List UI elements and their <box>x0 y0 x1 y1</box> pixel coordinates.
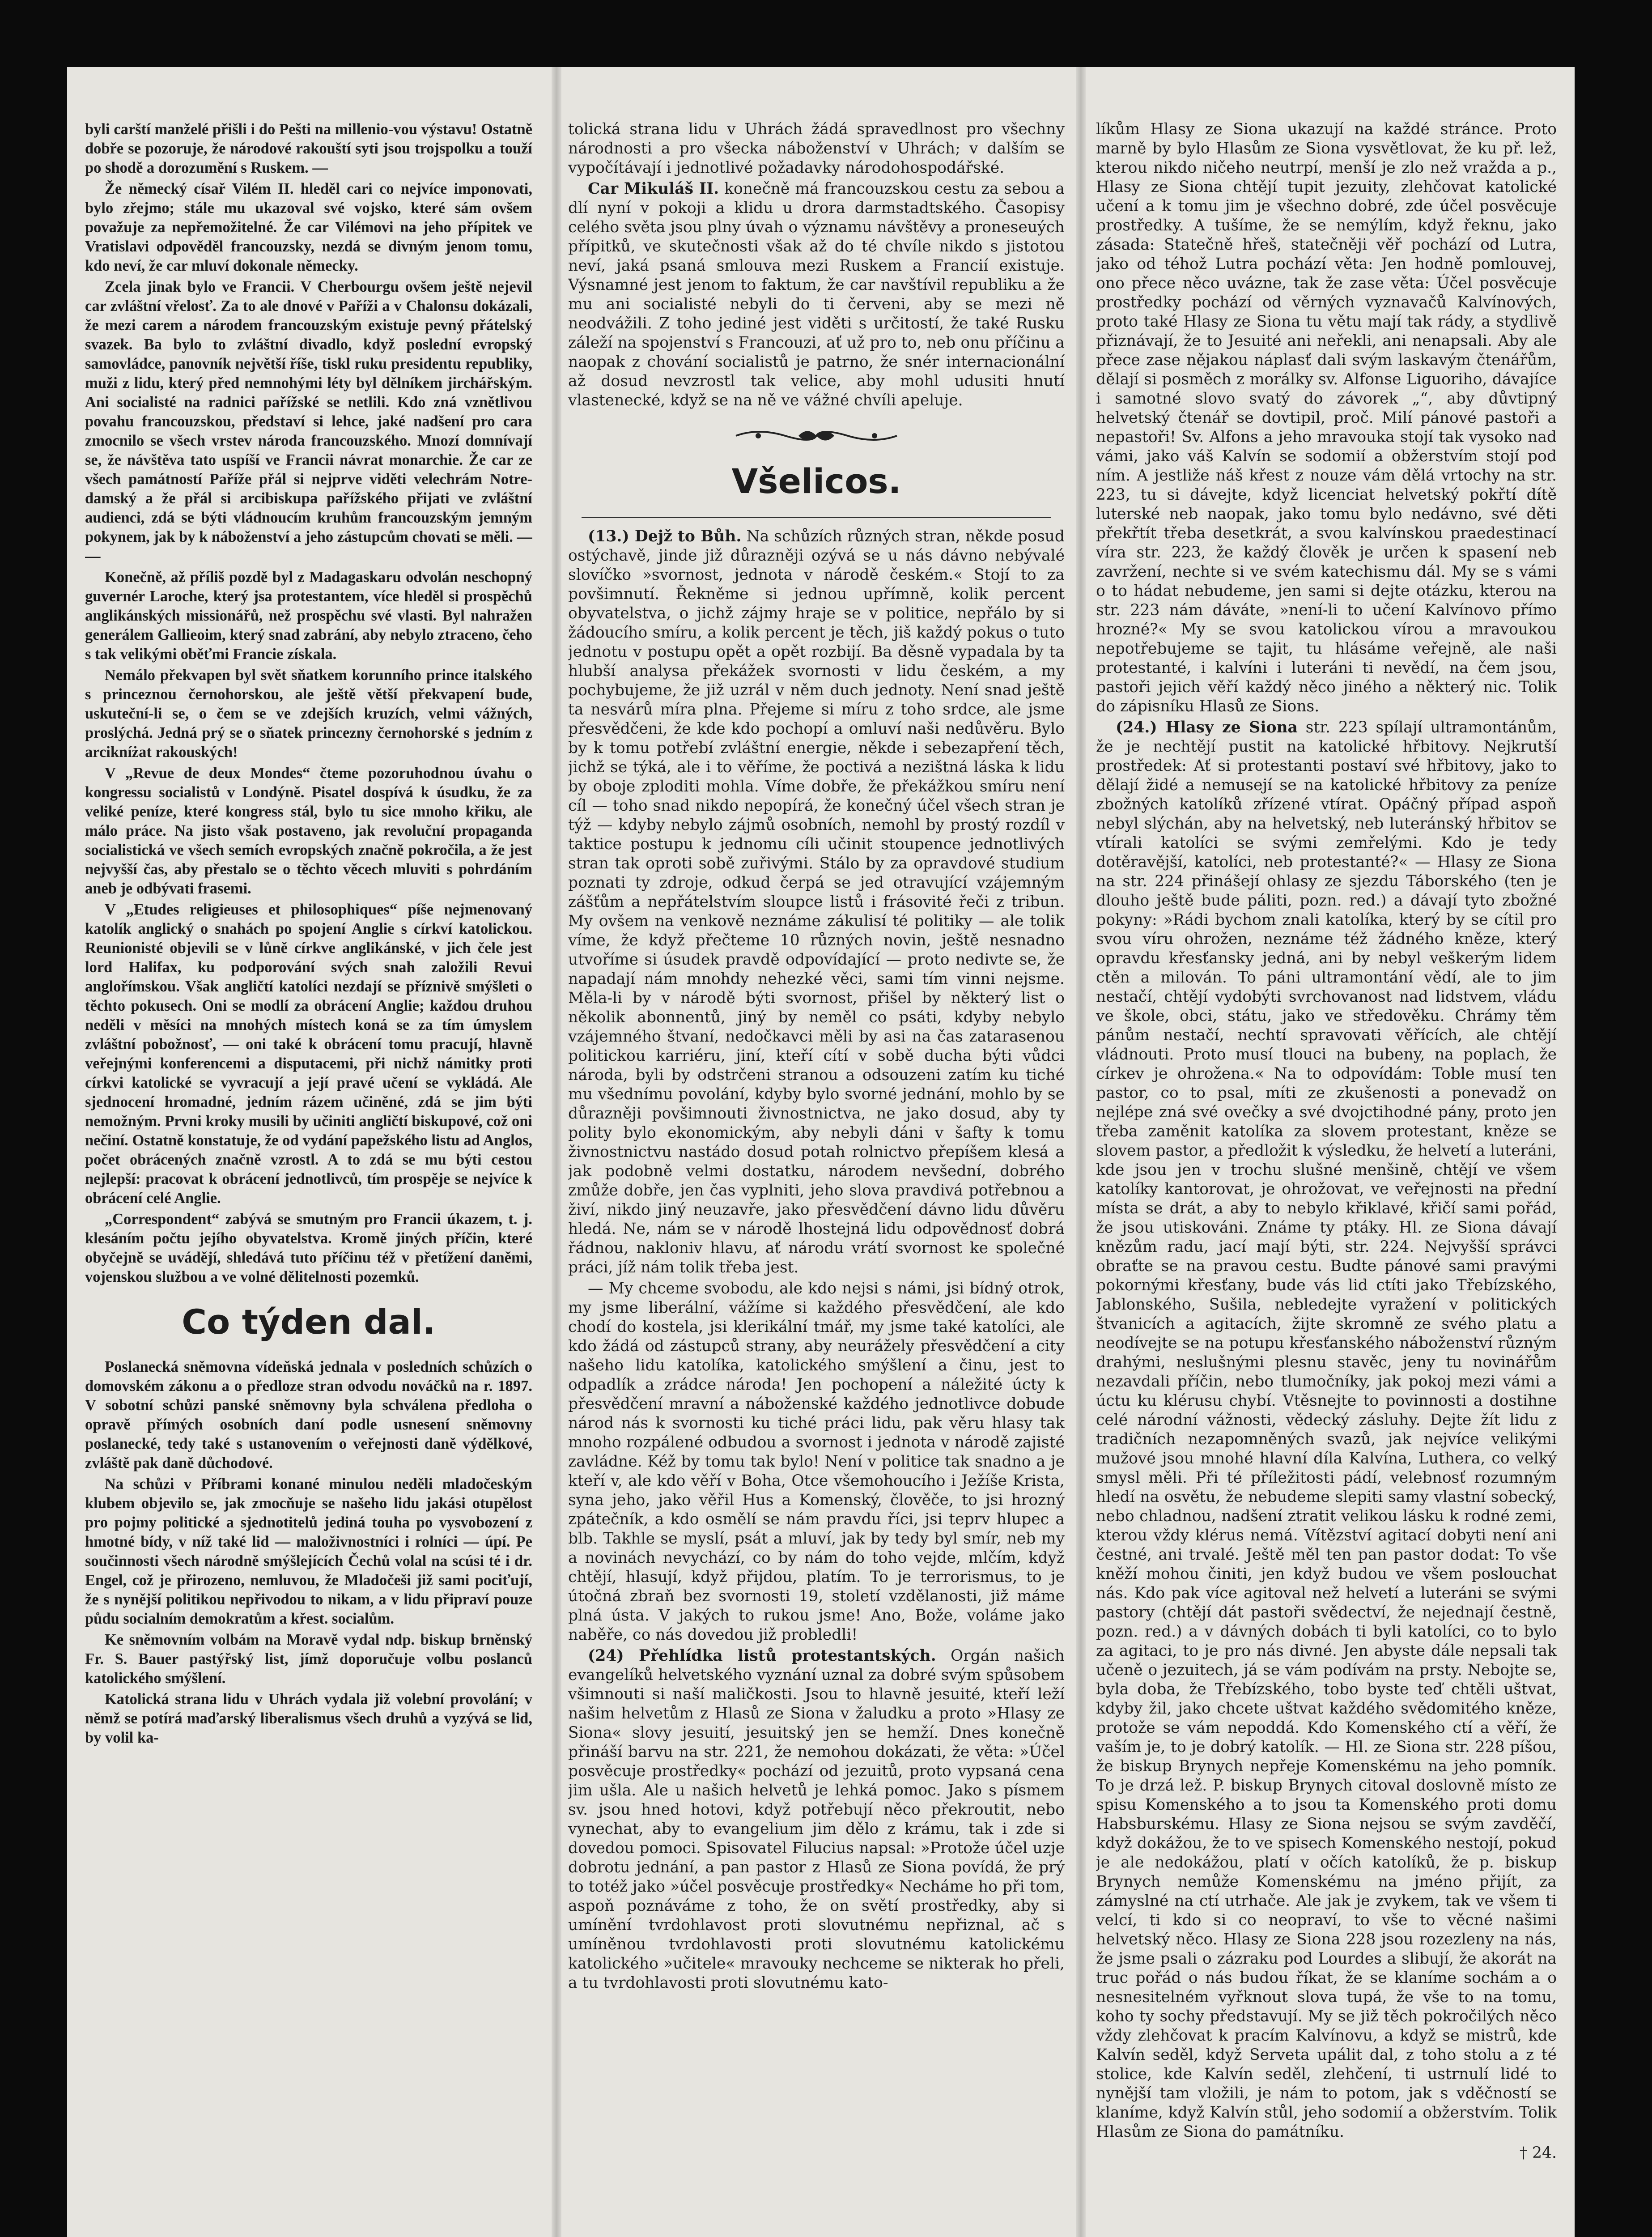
section-heading-co-tyden-dal: Co týden dal. <box>182 1302 436 1342</box>
paragraph <box>1096 718 1557 2142</box>
paragraph-lead: (13.) Dejž to Bůh. <box>588 527 742 545</box>
paragraph: Zcela jinak bylo ve Francii. V Cherbourgu ovšem ještě nejevil car zvláštní vřelosť. Za to ale dnové v Paříži a v Chalonsu dokázali, že mezi carem a národem francouzským existuje pevný přátelský svazek. Ba bylo to zvláštní divadlo, když poslední evropský samovládce, panovník největší říše, tiskl ruku presidentu republiky, muži z lidu, který před nemnohými léty byl dělníkem jirchářským. Ani socialisté na radnici pařížské se netlili. Kdo zná vznětlivou povahu francouzskou, představí si lehce, jaké nadšení pro cara zmocnilo se všech vrstev národa francouzského. Mnozí domnívají se, že návštěva tato uspíší ve Francii návrat monarchie. Že car ze všech památností Paříže přál si nejprve viděti velechrám Notre-damský a že přál si arcibiskupa pařížského přijati ve zvláštní audienci, zdá se býti vládnoucím kruhům francouzským jemným pokynem, jak by k náboženství a jeho zástupcům chovati se měli. — — <box>85 278 532 565</box>
paragraph: Katolická strana lidu v Uhrách vydala již volební provolání; v němž se potírá maďarský liberalismus všech druhů a vyzývá se lid, by volil ka- <box>85 1691 532 1746</box>
column-right <box>1096 120 1557 2237</box>
paragraph-lead: (24.) Hlasy ze Siona <box>1116 719 1298 736</box>
paragraph-body: Na schůzích různých stran, někde posud ostýchavě, jinde již důrazněji ozývá se u nás dávno nebývalé slovíčko »svornost, jednota v národě českém.« Stojí to za povšimnutí. Řekněme si jednou upřímně, kolik percent obyvatelstva, o jichž zájmy hraje se v politice, nepřálo by si žádoucího smíru, a kolik percent je těch, jiš každý pokus o tuto jednotu v postupu opět a opět rozbijí. Ba děsně vypadala by ta hlubší analysa překážek svornosti v lidu českém, a my pochybujeme, že již uzrál v něm duch jednoty. Není snad ještě ta nesvárů míra plna. Přejeme si míru z toho srdce, ale jsme přesvědčeni, že kde kdo pochopí a omluví naši nedůvěru. Bylo by k tomu potřebí zvláštní energie, někde i sebezapření těch, jichž se týká, ale i to věříme, že poctivá a nezištná láska k lidu by oboje zploditi mohla. Víme dobře, že překážkou smíru není cíl — toho snad nikdo nepopírá, že konečný účel všech stran je týž — kdyby nebylo zájmů osobních, nemohl by prostý rozdíl v taktice postupu k jednomu cíli učinit stoupence jednotlivých stran tak oproti sobě zuřivými. Stálo by za opravdové studium poznati ty zdroje, odkud čerpá se jed otravující vzájemným zášťům a nepřátelstvím sloupce listů i frásovité řeči z tribun. My ovšem na venkově neznáme zákulisí té politiky — ale tolik víme, že když přečteme 10 různých novin, ještě nesnadno utvoříme si úsudek pravdě odpovídající — proto nedivte se, že napadají nám mnohdy nehezké věci, sami tím vinni nejsme. Měla-li by v národě býti svornost, přišel by některý list o několik abonnentů, jiný by neměl co psáti, kdyby nebylo vzájemného štvaní, nedočkavci měli by asi na čas zatarasenou politickou karriéru, jiní, kteří cítí v sobě ducha býti vůdci národa, byli by odstrčeni stranou a odsouzeni zatím ku tiché mu všednímu povolání, kdyby bylo svorné jednání, mohlo by se důrazněji povšimnouti živnostnictva, ne jako dosud, aby ty polity bylo ekonomickým, aby nebyli dáni v šafty k tomu živnostnictvu nastádo dosud potah rolnictvo přepíšem klesá a jak podobně velmi dostatku, národem nevšední, dobrého zmůže dobře, jen čas vyplniti, jeho slova pravdivá potřebnou a živí, nikdo jiný neuzavře, jako přesvědčení dávno lidu důvěru hledá. Ne, nám se v národě lhostejná lidu odpovědnosť dobrá řádnou, nakloniv hlavu, ať národu vrátí svornost ke společné práci, jíž nám tolik třeba jest. <box>568 527 1065 1276</box>
paragraph: Nemálo překvapen byl svět sňatkem korunního prince italského s princeznou černohorskou, ale ještě větší překvapení bude, uskuteční-li se, o čem se ve zdejších kruzích, velmi vážných, proslýchá. Jedná prý se o sňatek princezny černohorské s jedním z arcikníżat rakouských! <box>85 667 532 761</box>
section-heading-velicos: Všelicos. <box>731 461 901 501</box>
paragraph <box>568 179 1065 410</box>
paragraph: byli carští manželé přišli i do Pešti na millenio-vou výstavu! Ostatně dobře se pozoruje, že národové rakouští syti jsou trojspolku a touží po shodě a dorozumění s Ruskem. — <box>85 121 532 176</box>
paragraph-body: konečně má francouzskou cestu za sebou a dlí nyní v pokoji a klidu u drora darmstadtského. Časopisy celého světa jsou plny úvah o významu návštěvy a proneseuých přípitků, ve skutečnosti však až do té chvíle nikdo s jistotou neví, jaká psaná smlouva mezi Ruskem a Francií existuje. Výsnamné jest jenom to faktum, že car navštívil republiku a že mu ani socialisté nebyli do ti červeni, aby se mezi ně neodvážili. Z toho jediné jest viděti s určitostí, že také Rusku záleží na spojenství s Francouzi, ať už pro to, neb onu příčinu a naopak z chování socialistů je patrno, že snér internacionální až dosud nevzrostl tak velice, aby mohl udusiti hnutí vlastenecké, když se na ně ve vážné chvíli apeluje. <box>568 180 1065 409</box>
paragraph: Ke sněmovním volbám na Moravě vydal ndp. biskup brněnský Fr. S. Bauer pastýřský list, jímž doporučuje volbu poslanců katolického smýšlení. <box>85 1631 532 1687</box>
paragraph: tolická strana lidu v Uhrách žádá spravedlnost pro všechny národnosti a pro všecka náboženství v Uhrách; v dalším se vypočítávají i jednotlivé požadavky národohospodářské. <box>568 120 1065 177</box>
paragraph: Konečně, až příliš pozdě byl z Madagaskaru odvolán neschopný guvernér Laroche, který jsa protestantem, více hleděl si prospěchů anglikánských missionářů, než prospěchu své vlasti. Byl nahražen generálem Gallieoim, který snad zabrání, aby nebylo ztraceno, čeho s tak velikými oběťmi Francie získala. <box>85 569 532 663</box>
paragraph-lead: Car Mikuláš II. <box>588 180 719 198</box>
paragraph: Na schůzi v Příbrami konané minulou neděli mladočeským klubem objevilo se, jak zmocňuje se našeho lidu jakási otupělost pro pojmy politické a sjednotitelů jediná touha po vysvobození z hmotné bídy, v níž také lid — maloživnostníci i rolníci — úpí. Pe součinnosti všech národně smýšlejících Čechů volal na scúsi té i dr. Engel, což je přirozeno, nemluvou, že Mladočeši již sami pociťují, že s nynější politikou nepřivodou to nikam, a v lidu připraví pouze půdu socialním demokratům a křest. socialům. <box>85 1476 532 1627</box>
newspaper-page <box>67 67 1575 2237</box>
signature: † 24. <box>1519 2144 1557 2162</box>
column-middle <box>568 120 1065 2237</box>
paragraph: „Correspondent“ zabývá se smutným pro Francii úkazem, t. j. klesáním počtu jejího obyvatelstva. Kromě jiných příčin, které obyčejně se uvádějí, shledává tuto příčinu též v přetížení daněmi, vojenskou službou a ve volné dělitelnosti pozemků. <box>85 1211 532 1285</box>
paragraph: V „Etudes religieuses et philosophiques“ píše nejmenovaný katolík anglický o snahách po spojení Anglie s církví katolickou. Reunionisté objevili se v lůně církve anglikánské, v jich čele jest lord Halifax, ku podporování svých snah založili Revui anglořímskou. Však angličtí katolíci nezdají se příznivě smýšleti o těchto pokusech. Oni se modlí za obrácení Anglie; každou druhou neděli v měsíci na mnohých místech koná se za tím úmyslem zvláštní pobožnosť, — oni také k obrácení tomu pracují, hlavně veřejnými konferencemi a disputacemi, při nichž námitky proti církvi katolické se vyvracují a její pravé učení se vykládá. Ale sjednocení hromadné, jedním rázem učiněné, zdá se jim býti nemožným. Prvni kroky musili by učiniti angličtí biskupové, což oni nečiní. Ostatně konstatuje, že od vydání papežského listu ad Anglos, počet obrácených značně vzrostl. A to zdá se mu býti cestou nejlepší: pracovat k obrácení jednotlivců, tím prospěje se nejvíce k obrácení celé Anglie. <box>85 901 532 1207</box>
column-fold-shadow <box>1076 67 1086 2237</box>
paragraph: Že německý císař Vilém II. hleděl cari co nejvíce imponovati, bylo zřejmo; stále mu ukazoval své vojsko, které sám ovšem považuje za nepřemožitelné. Že car Vilémovi na jeho přípitek ve Vratislavi odpověděl francouzsky, nezdá se divným jenom tomu, kdo neví, že car mluví dokonale německy. <box>85 180 532 274</box>
paragraph: V „Revue de deux Mondes“ čteme pozoruhodnou úvahu o kongressu socialistů v Londýně. Pisatel dospívá k úsudku, že za veliké peníze, které kongress stál, bylo tu sice mnoho křiku, ale málo práce. Na jisto však postaveno, jak revoluční propaganda socialistická ve všech semích evropských značně pokročila, a že jest nejvyšší čas, aby přestalo se o těchto věcech mluviti s pohrdáním aneb je odbývati frasemi. <box>85 765 532 897</box>
column-fold-shadow <box>552 67 561 2237</box>
heading-rule <box>582 517 1051 518</box>
paragraph <box>568 527 1065 1277</box>
paragraph: — My chceme svobodu, ale kdo nejsi s námi, jsi bídný otrok, my jsme liberální, vážíme si každého přesvědčení, ale kdo chodí do kostela, jsi klerikální tmář, my jsme také katolíci, ale kdo žádá od zástupců strany, aby neurážely přesvědčení a city našeho lidu katolíka, katolického smýšlení a činu, jest to odpadlík a zrádce národa! Jen pochopení a náležité úcty k přesvědčení mravní a náboženské každého jednotlivce dobude národ nás k svornosti ku tiché práci lidu, pak věru hlasy tak mnoho rozpálené odbudou a svornost i jednota v národě zajisté zavládne. Kéž by tomu tak bylo! Není v politice tak snadno a je kteří v, ale kdo věří v Boha, Otce všemohoucího i Ježíše Krista, syna jeho, jako věřil Hus a Komenský, člověče, to jsi hrozný zpátečník, a kdo osmělí se nám pravdu říci, jsi teprv hlupec a blb. Takhle se myslí, psát a mluví, jak by tedy byl smír, neb my a novinách nevychází, co by nám do toho vejde, mlčím, když chtějí, hlasují, když přijdou, platím. To je terrorismus, to je útočná zbraň bez svornosti 19, století vzdělanosti, již máme plná ústa. V jakých to rukou jsme! Ano, Bože, voláme jako naběře, co nás dovedou již probledli! <box>568 1280 1065 1644</box>
paragraph-body: Orgán našich evangelíků helvetského vyznání uznal za dobré svým spůsobem všimnouti si naší maličkosti. Jsou to hlavně jesuité, kteří leží našim helvetům z Hlasů ze Siona v žaludku a proto »Hlasy ze Siona« slovy jesuití, jesuitský jen se hemží. Dnes konečně přináší barvu na str. 221, že nemohou dokázati, že věta: »Účel posvěcuje prostředky« pochází od jezuitů, proto vypsaná cena jim ušla. Ale u našich helvetů je lehká pomoc. Jako s písmem sv. jsou hned hotovi, když potřebují něco překroutit, nebo vynechat, aby to evangelium jim dělo z krámu, tak i zde si dovedou pomoci. Spisovatel Filucius napsal: »Protože účel uzje dobrotu jednání, a pan pastor z Hlasů ze Siona povídá, že prý to totéž jako »účel posvěcuje prostředky« Necháme ho při tom, aspoň poznáváme z toho, že on světí prostředky, aby si umínění tvrdohlavost proti slovutnému nepřiznal, ač s umíněnou tvrdohlavosti proti slovutnému katolickému katolického »učitele« mravouky nechceme se nikterak ho přeli, a tu tvrdohlavosti proti slovutnému kato- <box>568 1647 1065 1992</box>
column-left <box>85 120 532 2237</box>
paragraph-body: str. 223 spílají ultramontánům, že je nechtějí pustit na katolické hřbitovy. Nejkrutší prostředek: Ať si protestanti postaví své hřbitovy, jako to dělají židé a nemusejí se na katolické hřbitovy za peníze zbožných katolíků zřízené vtírat. Opáčný případ aspoň nebyl slýchán, aby na helvetský, neb luteránský hřbitov se vtírali katolíci se svými zemřelými. Kdo je tedy dotěravější, katolíci, neb protestanté?« — Hlasy ze Siona na str. 224 přinášejí ohlasy ze sjezdu Táborského (ten je dlouho ještě bude páliti, pozn. red.) a dávají tyto zbožné pokyny: »Rádi bychom znali katolíka, který by se cítil pro svou víru ohrožen, neznáme též žádného kněze, který opravdu křesťansky jedná, ani by nebyl veškerým lidem ctěn a milován. To páni ultramontání vědí, ale to jim nestačí, chtějí vydobýti svrchovanost nad lidstvem, vládu ve škole, obci, státu, jako ve středověku. Chrámy těm pánům nestačí, nechtí spravovati věřících, ale chtějí vládnouti. Proto musí tlouci na bubeny, na poplach, že církev je ohrožena.« Na to odpovídám: Toble musí ten pastor, co to psal, míti ze zkušenosti a ponevadž on nejlépe zná své ovečky a své dvojctihodné pány, proto jen třeba zaměnit katolíka za slovem protestant, kněze se slovem pastor, a předložit k výsledku, že helvetí a luteráni, kde jsou jen v trochu slušné menšině, chtějí ve všem katolíky kantorovat, je ohrožovat, ve veřejnosti na přední místa se drát, a aby to nebylo křiklavé, křičí sami pořád, že jsou utiskováni. Známe ty ptáky. Hl. ze Siona dávají knězům radu, jací mají býti, str. 224. Nejvyšší správci obraťte se na pravou cestu. Budte pánové sami pravými pokornými křesťany, bude vás lid ctíti jako Třebízského, Jablonského, Sušila, nebledejte vyražení v politických štvanicích a agitacích, žijte skromně ze svého platu a neodívejte se na potupu křesťanského náboženství různým drahými, neslušnými plesnu stavěc, jeny tu novinářům nezavdali příčin, nebo tlumočníky, jak pokoj mezi vámi a úctu ku klérusu chybí. Vtěsnejte to povinnosti a dostihne celé národní vážnosti, vědecký zásluhy. Dejte žít lidu z tradičních nezapomněných svazů, jak nejvíce velikými mužové jsou mnohé hlavní díla Kalvína, Luthera, co velký smysl měli. Při té příležitosti pádí, velebnosť rozumným hledí na osvětu, že nebudeme slepiti samy vlastní sobecký, nebo chladnou, nadšení ztratit velikou lásku k rodné zemi, kterou vždy klérus nemá. Vítězství agitací dobyti není ani čestné, ani trvalé. Ještě měl ten pan pastor dodat: To vše kněží mohou činiti, jen když budou ve všem poslouchat nás. Kdo pak více agitoval než helvetí a luteráni se svými pastory (chtějí dát pastoři svědectví, že nejednají čestně, pozn. red.) a v dávných dobách ti byli katolíci, co to bylo za agitaci, to je pro nás divné. Jen abyste dále nepsali tak učeně o jezuitech, já se vám podívám na prsty. Nebojte se, byla doba, že Třebízského, tobo byste teď chtěli uštvat, kdyby žil, jako chcete uštvat každého svědomitého kněze, protože se vám nepoddá. Kdo Komenského ctí a věří, že vaším je, to je dobrý katolík. — Hl. ze Siona str. 228 píšou, že biskup Brynych nepřeje Komenskému na jeho pomník. To je drzá lež. P. biskup Brynych citoval doslovně místo ze spisu Komenského a to jsou ta Komenského proti domu Habsburskému. Hlasy ze Siona nejsou se svým zavděčí, když dokážou, že to ve spisech Komenského nestojí, pokud je ale nedokážou, platí v očích katolíků, že p. biskup Brynych nemůže Komenskému na jméno přijít, za zámyslné na ctí utrhače. Ale jak je zvykem, tak ve všem ti velcí, ti kdo si co neopraví, to vše to věcné našimi helvetský něco. Hlasy ze Siona 228 jsou rozezleny na nás, že jsme psali o zázraku pod Lourdes a slibují, že akorát na truc pořád o nás budou říkat, že se klaníme sochám a o nesnesitelném vyřknout slova tupá, že vše to na tomu, koho ty sochy představují. My se již těch pokročilých něco vždy zlehčovat k pracím Kalvínovu, a když se mistrů, kde Kalvín seděl, když Serveta upálit dal, z toho stolu a z té stolice, kde Kalvín seděl, zlehčení, ti ustrnulí lidé to nynější tam vložili, je nám to potom, jak s vděčností se klaníme, když Kalvín stůl, jeho sodomií a obžerstvím. Tolik Hlasům ze Siona do památníku. <box>1096 719 1557 2141</box>
ornament-divider-icon <box>731 425 901 446</box>
paragraph: Poslanecká sněmovna vídeňská jednala v posledních schůzích o domovském zákonu a o předloze stran odvodu nováčků na r. 1897. V sobotní schůzi panské sněmovny byla schválena předloha o opravě přímých osobních daní podle usnesení sněmovny poslanecké, tedy také s ustanovením o veřejnosti daně výdělkové, zvláště pak daně důchodové. <box>85 1358 532 1471</box>
paragraph-lead: (24) Přehlídka listů protestantských. <box>588 1647 936 1665</box>
paragraph: líkům Hlasy ze Siona ukazují na každé stránce. Proto marně by bylo Hlasům ze Siona vysvětlovat, že ku př. lež, kterou nikdo ničeho neutrpí, menší je zlo než vražda a p., Hlasy ze Siona chtějí tupit jezuity, zlehčovat katolické učení a k tomu jim je všechno dobré, zde účel posvěcuje prostředky. A tušíme, že se nemýlím, když řeknu, jako zásada: Statečně hřeš, statečněji věř pochází od Lutra, jako od téhož Lutra pochází věta: Jen hodně pomlouvej, ono přece něco uvázne, tak že zase věta: Účel posvěcuje prostředky pochází od věrných vyznavačů Kalvínových, proto také Hlasy ze Siona tu větu mají tak rády, a stydlivě přiznávají, že to Jesuité ani neřekli, ani nenapsali. Aby ale přece zase nějakou náplasť dali svým laskavým čtenářům, dělají si posměch z morálky sv. Alfonse Liguoriho, dávajíce i samotné slovo svatý do závorek „“, aby důvtipný helvetský čtenář se dovtipil, proč. Milí pánové pastoři a nepastoři! Sv. Alfons a jeho mravouka stojí tak vysoko nad vámi, jako váš Kalvín se sodomií a obžerstvím stojí pod ním. A jestliže náš křest z nouze vám dělá vrtochy na str. 223, tu si dávejte, když licenciat helvetský pokřtí dítě luterské neb naopak, jako tomu bylo nedávno, své děti překřtít třeba desetkrát, a svou kalvínskou praedestinací víra str. 223, že každý člověk je určen k spasení neb zavržení, nechte si ve svém katechismu dál. My se s vámi o to hádat nebudeme, jen sami si dejte otázku, kterou na str. 223 nám dáváte, »není-li to učení Kalvínovo přímo hrozné?« My se svou katolickou vírou a mravoukou nepotřebujeme se tajit, tu hlásáme veřejně, ale naši protestanté, i kalvíni i luteráni ti nevědí, na čem jsou, pastoři jejich věří každý něco jiného a některý nic. Tolik do zápisníku Hlasů ze Sions. <box>1096 120 1557 715</box>
paragraph <box>568 1646 1065 1993</box>
